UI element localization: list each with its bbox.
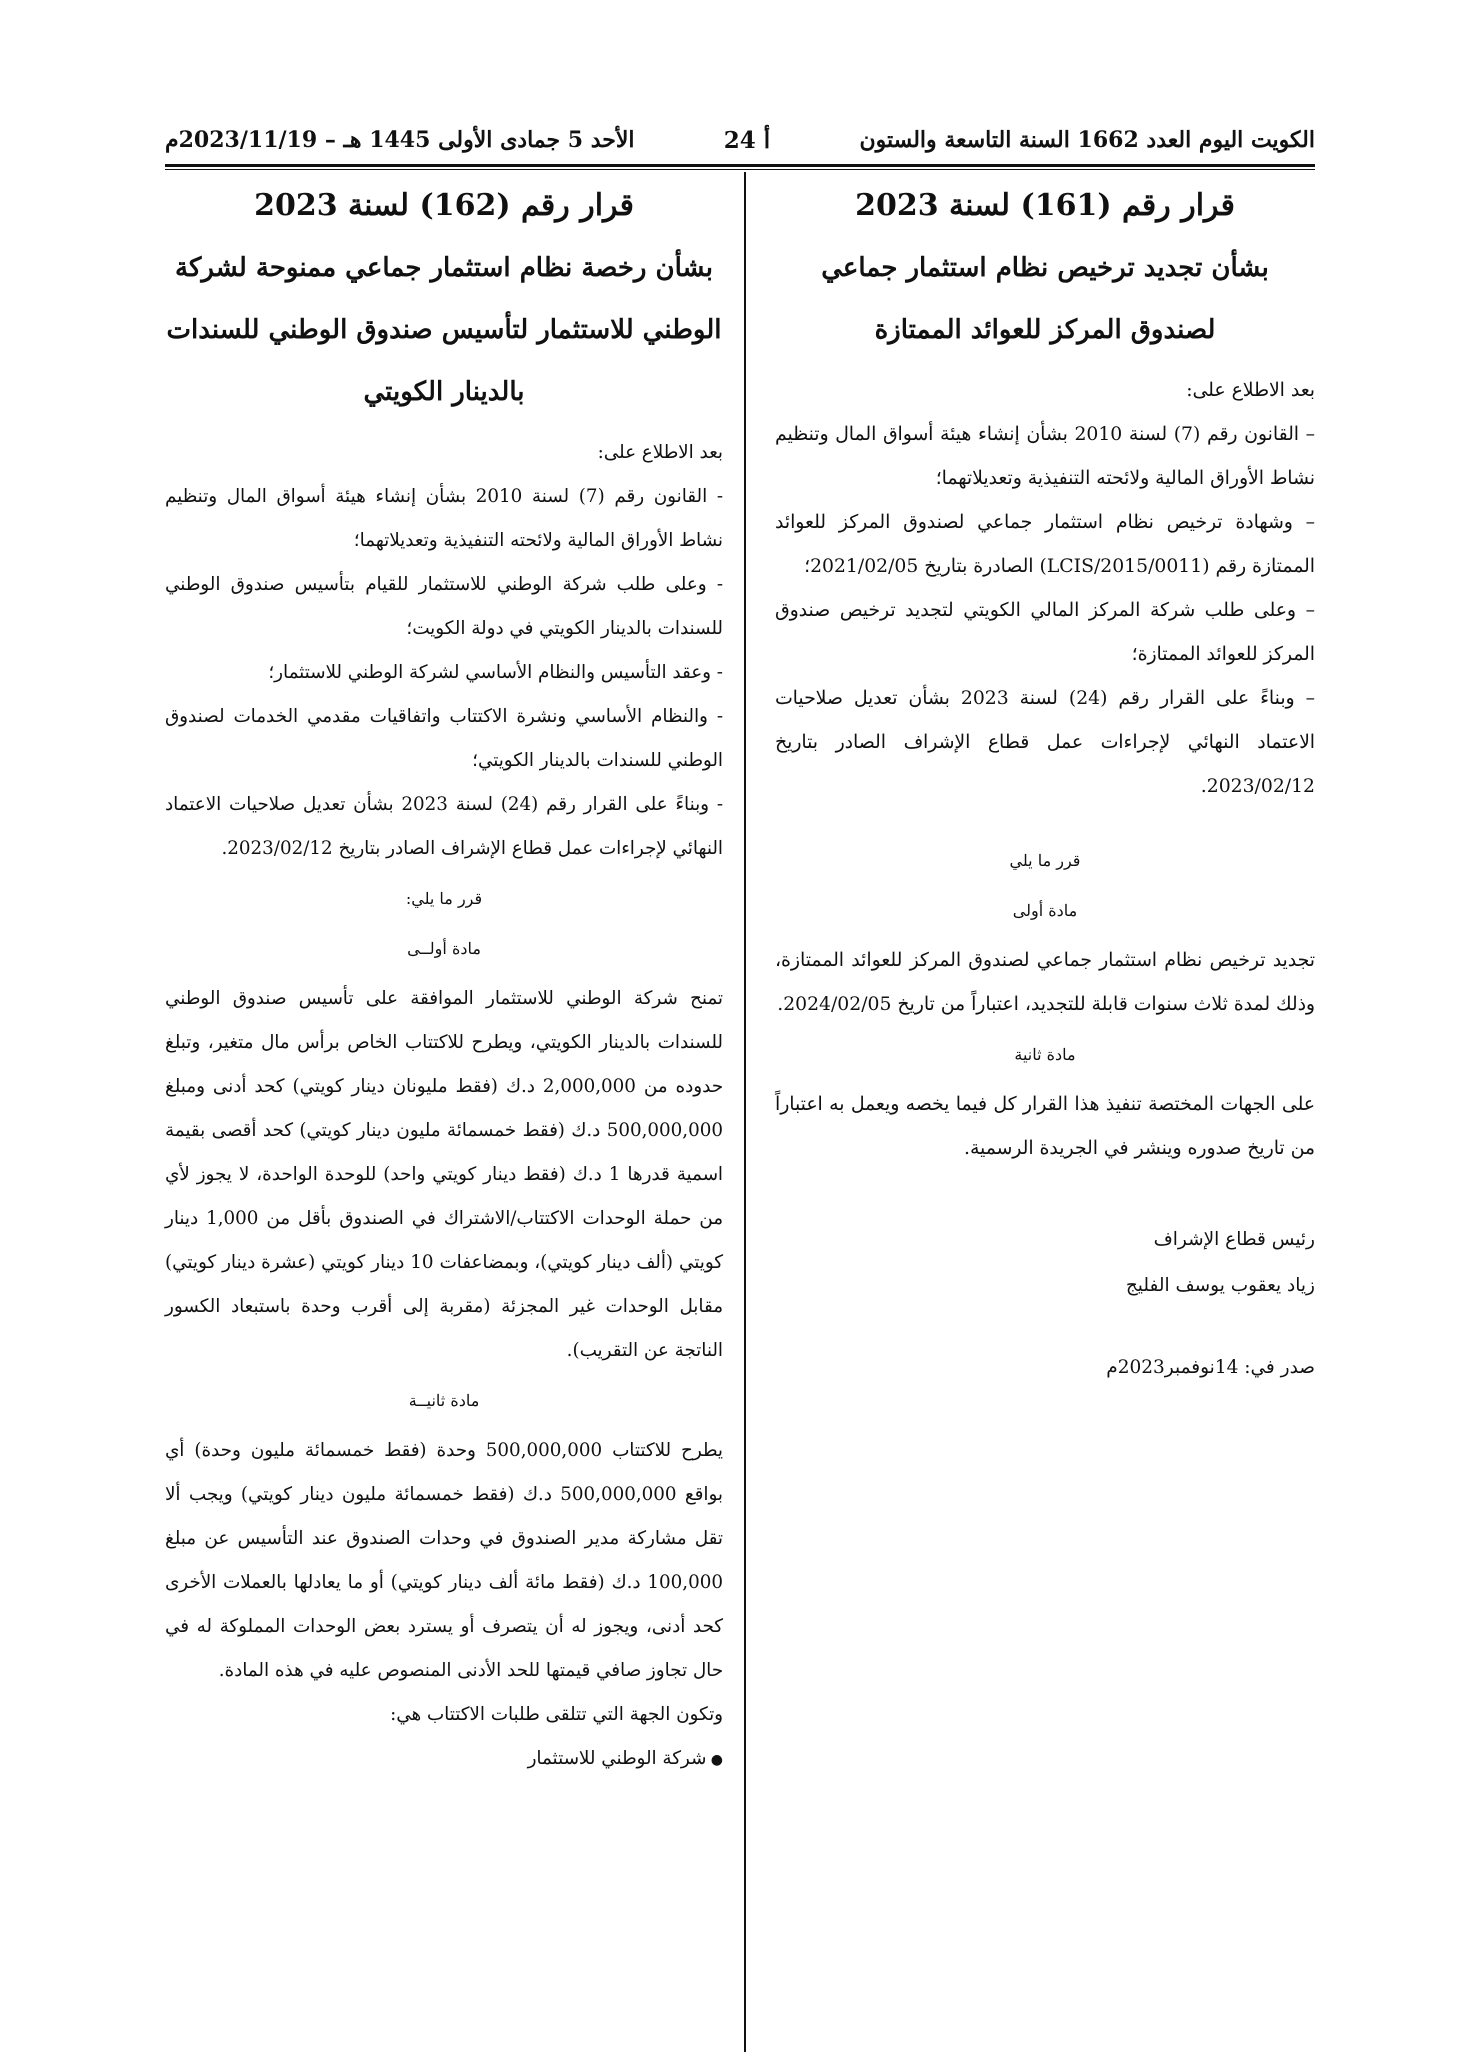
header-issue-info: الكويت اليوم العدد 1662 السنة التاسعة والستون bbox=[859, 127, 1315, 153]
decision-161 bbox=[775, 178, 1315, 1378]
decision-162-subject: بشأن رخصة نظام استثمار جماعي ممنوحة لشركة الوطني للاستثمار لتأسيس صندوق الوطني للسندات بالدينار الكويتي bbox=[166, 253, 722, 407]
decision-162-article-2-text: يطرح للاكتتاب 500,000,000 وحدة (فقط خمسمائة مليون وحدة) أي بواقع 500,000,000 د.ك (فقط خمسمائة مليون دينار كويتي) ويجب ألا تقل مشاركة مدير الصندوق في وحدات الصندوق عند التأسيس عن مبلغ 100,000 د.ك (فقط مائة ألف دينار كويتي) أو ما يعادلها بالعملات الأخرى كحد أدنى، ويجوز له أن يتصرف أو يسترد بعض الوحدات المملوكة له في حال تجاوز صافي قيمتها للحد الأدنى المنصوص عليه في هذه المادة. bbox=[165, 1440, 723, 1681]
decision-161-title: قرار رقم (161) لسنة 2023 bbox=[855, 188, 1235, 223]
decision-161-clause: – وبناءً على القرار رقم (24) لسنة 2023 بشأن تعديل صلاحيات الاعتماد النهائي لإجراءات عمل قطاع الإشراف الصادر بتاريخ 2023/02/12. bbox=[775, 688, 1315, 797]
decision-161-subject: بشأن تجديد ترخيص نظام استثمار جماعي لصندوق المركز للعوائد الممتازة bbox=[821, 253, 1269, 345]
header-rule-thick bbox=[165, 164, 1315, 167]
column-divider bbox=[744, 172, 746, 2052]
decision-162-resolved: قرر ما يلي: bbox=[405, 889, 483, 908]
decision-161-resolved: قرر ما يلي bbox=[1009, 851, 1081, 870]
decision-161-intro: بعد الاطلاع على: bbox=[1186, 380, 1315, 401]
decision-162-clause: - القانون رقم (7) لسنة 2010 بشأن إنشاء هيئة أسواق المال وتنظيم نشاط الأوراق المالية ولائحته التنفيذية وتعديلاتهما؛ bbox=[165, 486, 723, 551]
decision-162-receiver-item: ● شركة الوطني للاستثمار bbox=[165, 1737, 723, 1782]
decision-162-article-1-text: تمنح شركة الوطني للاستثمار الموافقة على تأسيس صندوق الوطني للسندات بالدينار الكويتي، ويطرح للاكتتاب الخاص برأس مال متغير، وتبلغ حدوده من 2,000,000 د.ك (فقط مليونان دينار كويتي) كحد أدنى ومبلغ 500,000,000 د.ك (فقط خمسمائة مليون دينار كويتي) كحد أقصى بقيمة اسمية قدرها 1 د.ك (فقط دينار كويتي واحد) للوحدة الواحدة، لا يجوز لأي من حملة الوحدات الاكتتاب/الاشتراك في الصندوق بأقل من 1,000 دينار كويتي (ألف دينار كويتي)، وبمضاعفات 10 دينار كويتي (عشرة دينار كويتي) مقابل الوحدات غير المجزئة (مقربة إلى أقرب وحدة باستبعاد الكسور الناتجة عن التقريب). bbox=[165, 988, 724, 1361]
decision-162-clause: - وعقد التأسيس والنظام الأساسي لشركة الوطني للاستثمار؛ bbox=[268, 662, 723, 683]
decision-161-clause: – القانون رقم (7) لسنة 2010 بشأن إنشاء هيئة أسواق المال وتنظيم نشاط الأوراق المالية ولائحته التنفيذية وتعديلاتهما؛ bbox=[775, 424, 1316, 489]
decision-162-clause: - وبناءً على القرار رقم (24) لسنة 2023 بشأن تعديل صلاحيات الاعتماد النهائي لإجراءات عمل قطاع الإشراف الصادر بتاريخ 2023/02/12. bbox=[165, 794, 724, 859]
decision-161-signer-name: زياد يعقوب يوسف الفليج bbox=[1125, 1275, 1315, 1296]
header-rule-thin bbox=[165, 169, 1315, 170]
header-page-number: أ 24 bbox=[723, 126, 771, 154]
decision-162-clause: - والنظام الأساسي ونشرة الاكتتاب واتفاقيات مقدمي الخدمات لصندوق الوطني للسندات بالدينار الكويتي؛ bbox=[165, 706, 723, 771]
decision-162-intro: بعد الاطلاع على: bbox=[597, 442, 723, 463]
decision-162 bbox=[165, 178, 723, 1782]
page-header bbox=[165, 118, 1315, 162]
decision-162-title: قرار رقم (162) لسنة 2023 bbox=[254, 188, 634, 223]
header-date: الأحد 5 جمادى الأولى 1445 هـ – 2023/11/19م bbox=[165, 127, 635, 153]
decision-162-article-2-title: مادة ثانيــة bbox=[408, 1391, 480, 1410]
decision-161-issued-date: صدر في: 14نوفمبر2023م bbox=[1106, 1357, 1315, 1378]
decision-162-article-1-title: مادة أولــى bbox=[407, 939, 481, 958]
decision-161-article-2-text: على الجهات المختصة تنفيذ هذا القرار كل فيما يخصه ويعمل به اعتباراً من تاريخ صدوره وينشر في الجريدة الرسمية. bbox=[775, 1094, 1315, 1159]
decision-161-article-1-title: مادة أولى bbox=[1012, 901, 1078, 920]
decision-161-clause: – وعلى طلب شركة المركز المالي الكويتي لتجديد ترخيص صندوق المركز للعوائد الممتازة؛ bbox=[775, 600, 1315, 665]
decision-161-article-2-title: مادة ثانية bbox=[1014, 1045, 1076, 1064]
decision-162-receivers-intro: وتكون الجهة التي تتلقى طلبات الاكتتاب هي: bbox=[390, 1704, 723, 1725]
decision-161-clause: – وشهادة ترخيص نظام استثمار جماعي لصندوق المركز للعوائد الممتازة رقم (LCIS/2015/0011) الصادرة بتاريخ 2021/02/05؛ bbox=[775, 512, 1315, 577]
decision-161-article-1-text: تجديد ترخيص نظام استثمار جماعي لصندوق المركز للعوائد الممتازة، وذلك لمدة ثلاث سنوات قابلة للتجديد، اعتباراً من تاريخ 2024/02/05. bbox=[775, 950, 1315, 1015]
decision-162-clause: - وعلى طلب شركة الوطني للاستثمار للقيام بتأسيس صندوق الوطني للسندات بالدينار الكويتي في دولة الكويت؛ bbox=[165, 574, 723, 639]
decision-161-signer-title: رئيس قطاع الإشراف bbox=[1153, 1229, 1315, 1250]
